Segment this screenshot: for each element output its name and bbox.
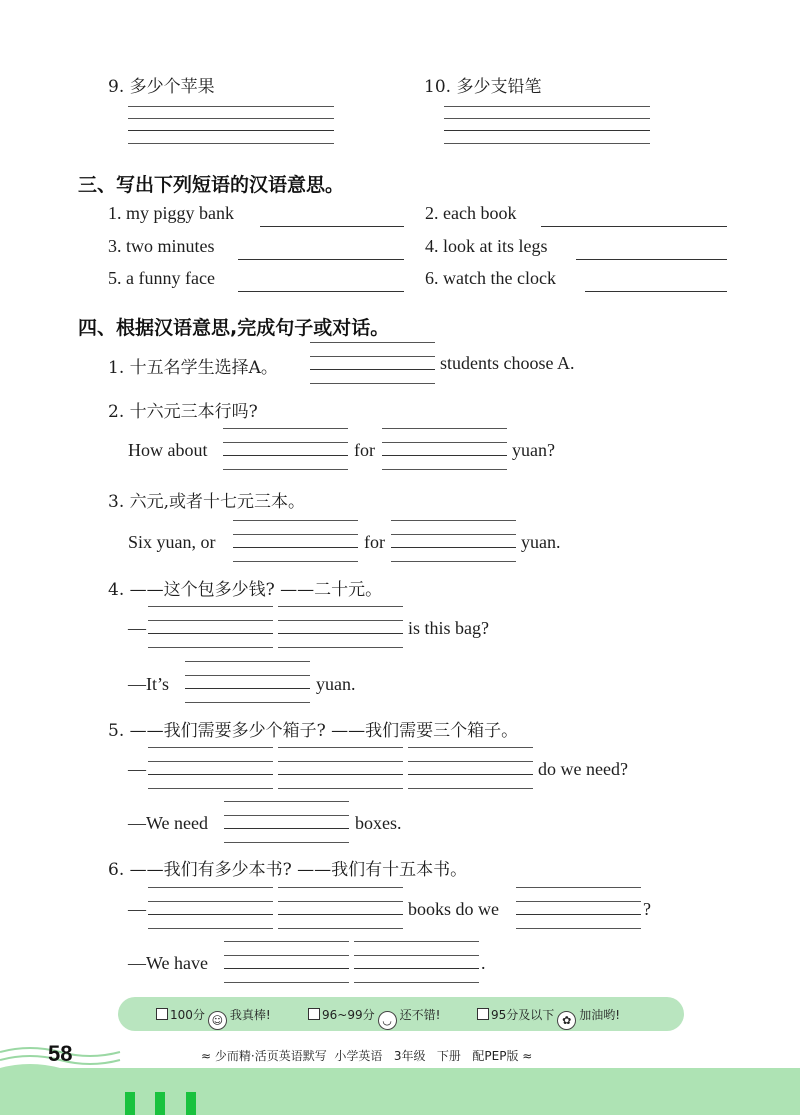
wave-mark-icon-right: ≈ (522, 1049, 533, 1063)
s4-q1-english: students choose A. (440, 353, 575, 373)
s4-q3-part2: for (364, 532, 385, 552)
footer-subject: 小学英语 (334, 1049, 383, 1063)
footer-wave-background (0, 1030, 800, 1115)
score-100-label: 100分 (170, 1008, 205, 1022)
s3-answer-6[interactable] (585, 291, 727, 292)
footer-grade: 3年级 (393, 1049, 426, 1063)
checkbox-96-99[interactable] (308, 1008, 320, 1020)
s3-answer-1[interactable] (260, 226, 404, 227)
score-100-text: 我真棒! (229, 1008, 271, 1022)
s4-q3-chinese: 3. 六元,或者十七元三本。 (108, 492, 306, 512)
s4-q5-chinese: 5. ——我们需要多少个箱子? ——我们需要三个箱子。 (108, 721, 519, 741)
s3-item-5: 5. a funny face (108, 268, 215, 288)
footer-book-title: 少而精·活页英语默写 (214, 1049, 327, 1063)
s4-q3-part3: yuan. (521, 532, 561, 552)
smile-face-icon: ◡ (378, 1011, 397, 1030)
footer-volume: 下册 (436, 1049, 461, 1063)
s4-q2-chinese: 2. 十六元三本行吗? (108, 402, 258, 422)
s4-q6-dash: — (128, 899, 146, 919)
s4-q6-chinese: 6. ——我们有多少本书? ——我们有十五本书。 (108, 860, 468, 880)
s4-q3-part1: Six yuan, or (128, 532, 216, 552)
checkbox-95-below[interactable] (477, 1008, 489, 1020)
s4-q4-tail2: yuan. (316, 674, 356, 694)
section4-title: 四、根据汉语意思,完成句子或对话。 (78, 317, 390, 339)
score-96-99-text: 还不错! (399, 1008, 441, 1022)
s3-item-2: 2. each book (425, 203, 517, 223)
s4-q4-dash: — (128, 618, 146, 638)
item-9-label: 9. 多少个苹果 (108, 77, 215, 97)
section3-title: 三、写出下列短语的汉语意思。 (78, 174, 345, 196)
wave-mark-icon: ≈ (201, 1049, 212, 1063)
s4-q6-have: —We have (128, 953, 209, 973)
s4-q6-period: . (481, 953, 486, 973)
s3-item-1: 1. my piggy bank (108, 203, 234, 223)
cheer-face-icon: ✿ (557, 1011, 576, 1030)
item-10-label: 10. 多少支铅笔 (424, 77, 542, 97)
s4-q4-its: —It’s (128, 674, 170, 694)
s3-item-6: 6. watch the clock (425, 268, 556, 288)
checkbox-100[interactable] (156, 1008, 168, 1020)
s3-answer-3[interactable] (238, 259, 404, 260)
s4-q2-part1: How about (128, 440, 208, 460)
s3-answer-5[interactable] (238, 291, 404, 292)
s4-q1-chinese: 1. 十五名学生选择A。 (108, 358, 278, 378)
s4-q6-mid1: books do we (408, 899, 499, 919)
s4-q2-part2: for (354, 440, 375, 460)
s4-q5-tail2: boxes. (355, 813, 402, 833)
s3-answer-4[interactable] (576, 259, 727, 260)
score-95-label: 95分及以下 (491, 1008, 555, 1022)
score-95-text: 加油哟! (579, 1008, 621, 1022)
s4-q4-chinese: 4. ——这个包多少钱? ——二十元。 (108, 580, 383, 600)
s4-q5-need: —We need (128, 813, 209, 833)
score-banner (118, 997, 684, 1031)
s4-q5-dash: — (128, 759, 146, 779)
s3-item-3: 3. two minutes (108, 236, 215, 256)
footer-edition: 配PEP版 (472, 1049, 519, 1063)
s4-q6-question-mark: ? (643, 899, 651, 919)
s3-item-4: 4. look at its legs (425, 236, 548, 256)
s3-answer-2[interactable] (541, 226, 727, 227)
s4-q2-part3: yuan? (512, 440, 555, 460)
happy-face-icon: ☺ (208, 1011, 227, 1030)
footer-line (201, 1047, 532, 1064)
page-number: 58 (48, 1041, 73, 1066)
s4-q4-tail1: is this bag? (408, 618, 489, 638)
score-96-99-label: 96~99分 (322, 1008, 375, 1022)
s4-q5-tail1: do we need? (538, 759, 628, 779)
